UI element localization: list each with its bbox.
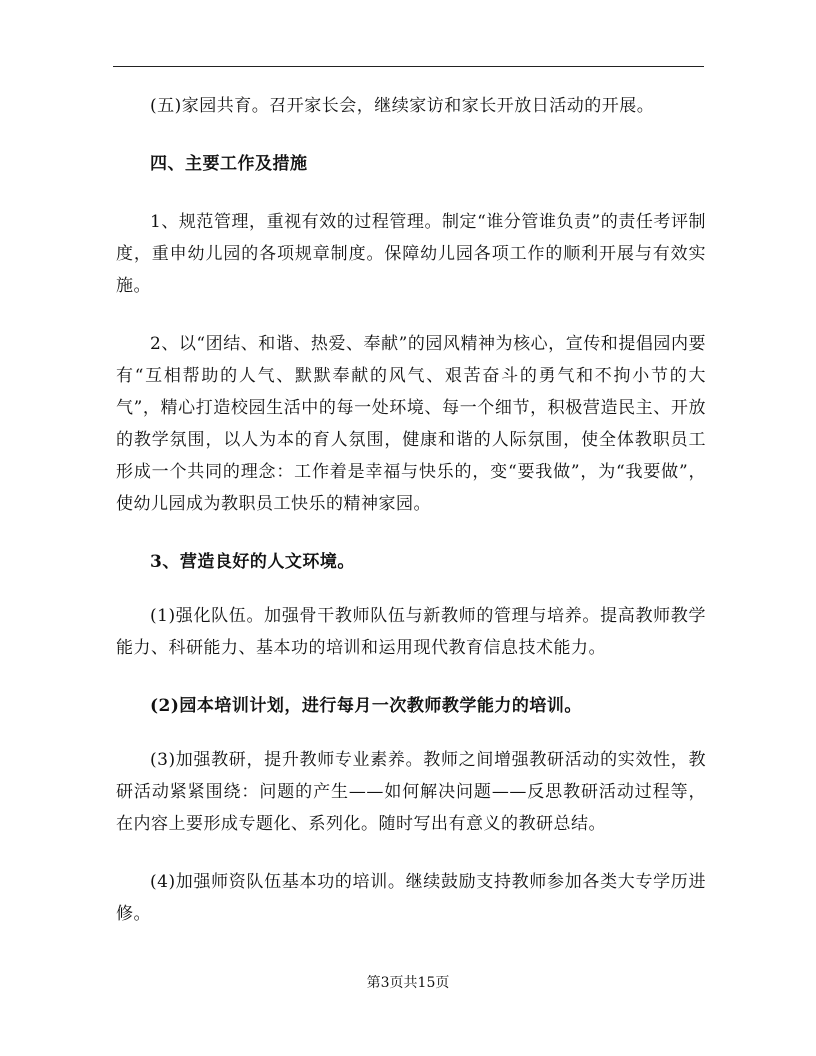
paragraph-home-school: (五)家园共育。召开家长会，继续家访和家长开放日活动的开展。	[150, 96, 655, 116]
paragraph-spirit: 2、以“团结、和谐、热爱、奉献”的园风精神为核心，宣传和提倡园内要有“互相帮助的人气、默默奉献的风气、艰苦奋斗的勇气和不拘小节的大气”，精心打造校园生活中的每一处环境、每一个细节，积极营造民主、开放的教学氛围，以人为本的育人氛围，健康和谐的人际氛围，使全体教职员工形成一个共同的理念：工作着是幸福与快乐的，变“要我做”，为“我要做”，使幼儿园成为教职员工快乐的精神家园。	[116, 334, 706, 514]
paragraph-basic-skills: (4)加强师资队伍基本功的培训。继续鼓励支持教师参加各类大专学历进修。	[116, 872, 706, 924]
subheading-training-plan: (2)园本培训计划，进行每月一次教师教学能力的培训。	[150, 696, 582, 716]
paragraph-team: (1)强化队伍。加强骨干教师队伍与新教师的管理与培养。提高教师教学能力、科研能力、基本功的培训和运用现代教育信息技术能力。	[116, 606, 706, 658]
section-heading-main-work: 四、主要工作及措施	[150, 154, 308, 174]
page-number: 第3页共15页	[366, 975, 450, 991]
document-body	[116, 90, 706, 956]
paragraph-research: (3)加强教研，提升教师专业素养。教师之间增强教研活动的实效性，教研活动紧紧围绕：问题的产生——如何解决问题——反思教研活动过程等，在内容上要形成专题化、系列化。随时写出有意义的教研总结。	[116, 750, 706, 834]
subheading-environment: 3、营造良好的人文环境。	[150, 552, 355, 572]
paragraph-management: 1、规范管理，重视有效的过程管理。制定“谁分管谁负责”的责任考评制度，重申幼儿园的各项规章制度。保障幼儿园各项工作的顺利开展与有效实施。	[116, 212, 706, 296]
header-rule	[113, 66, 704, 67]
